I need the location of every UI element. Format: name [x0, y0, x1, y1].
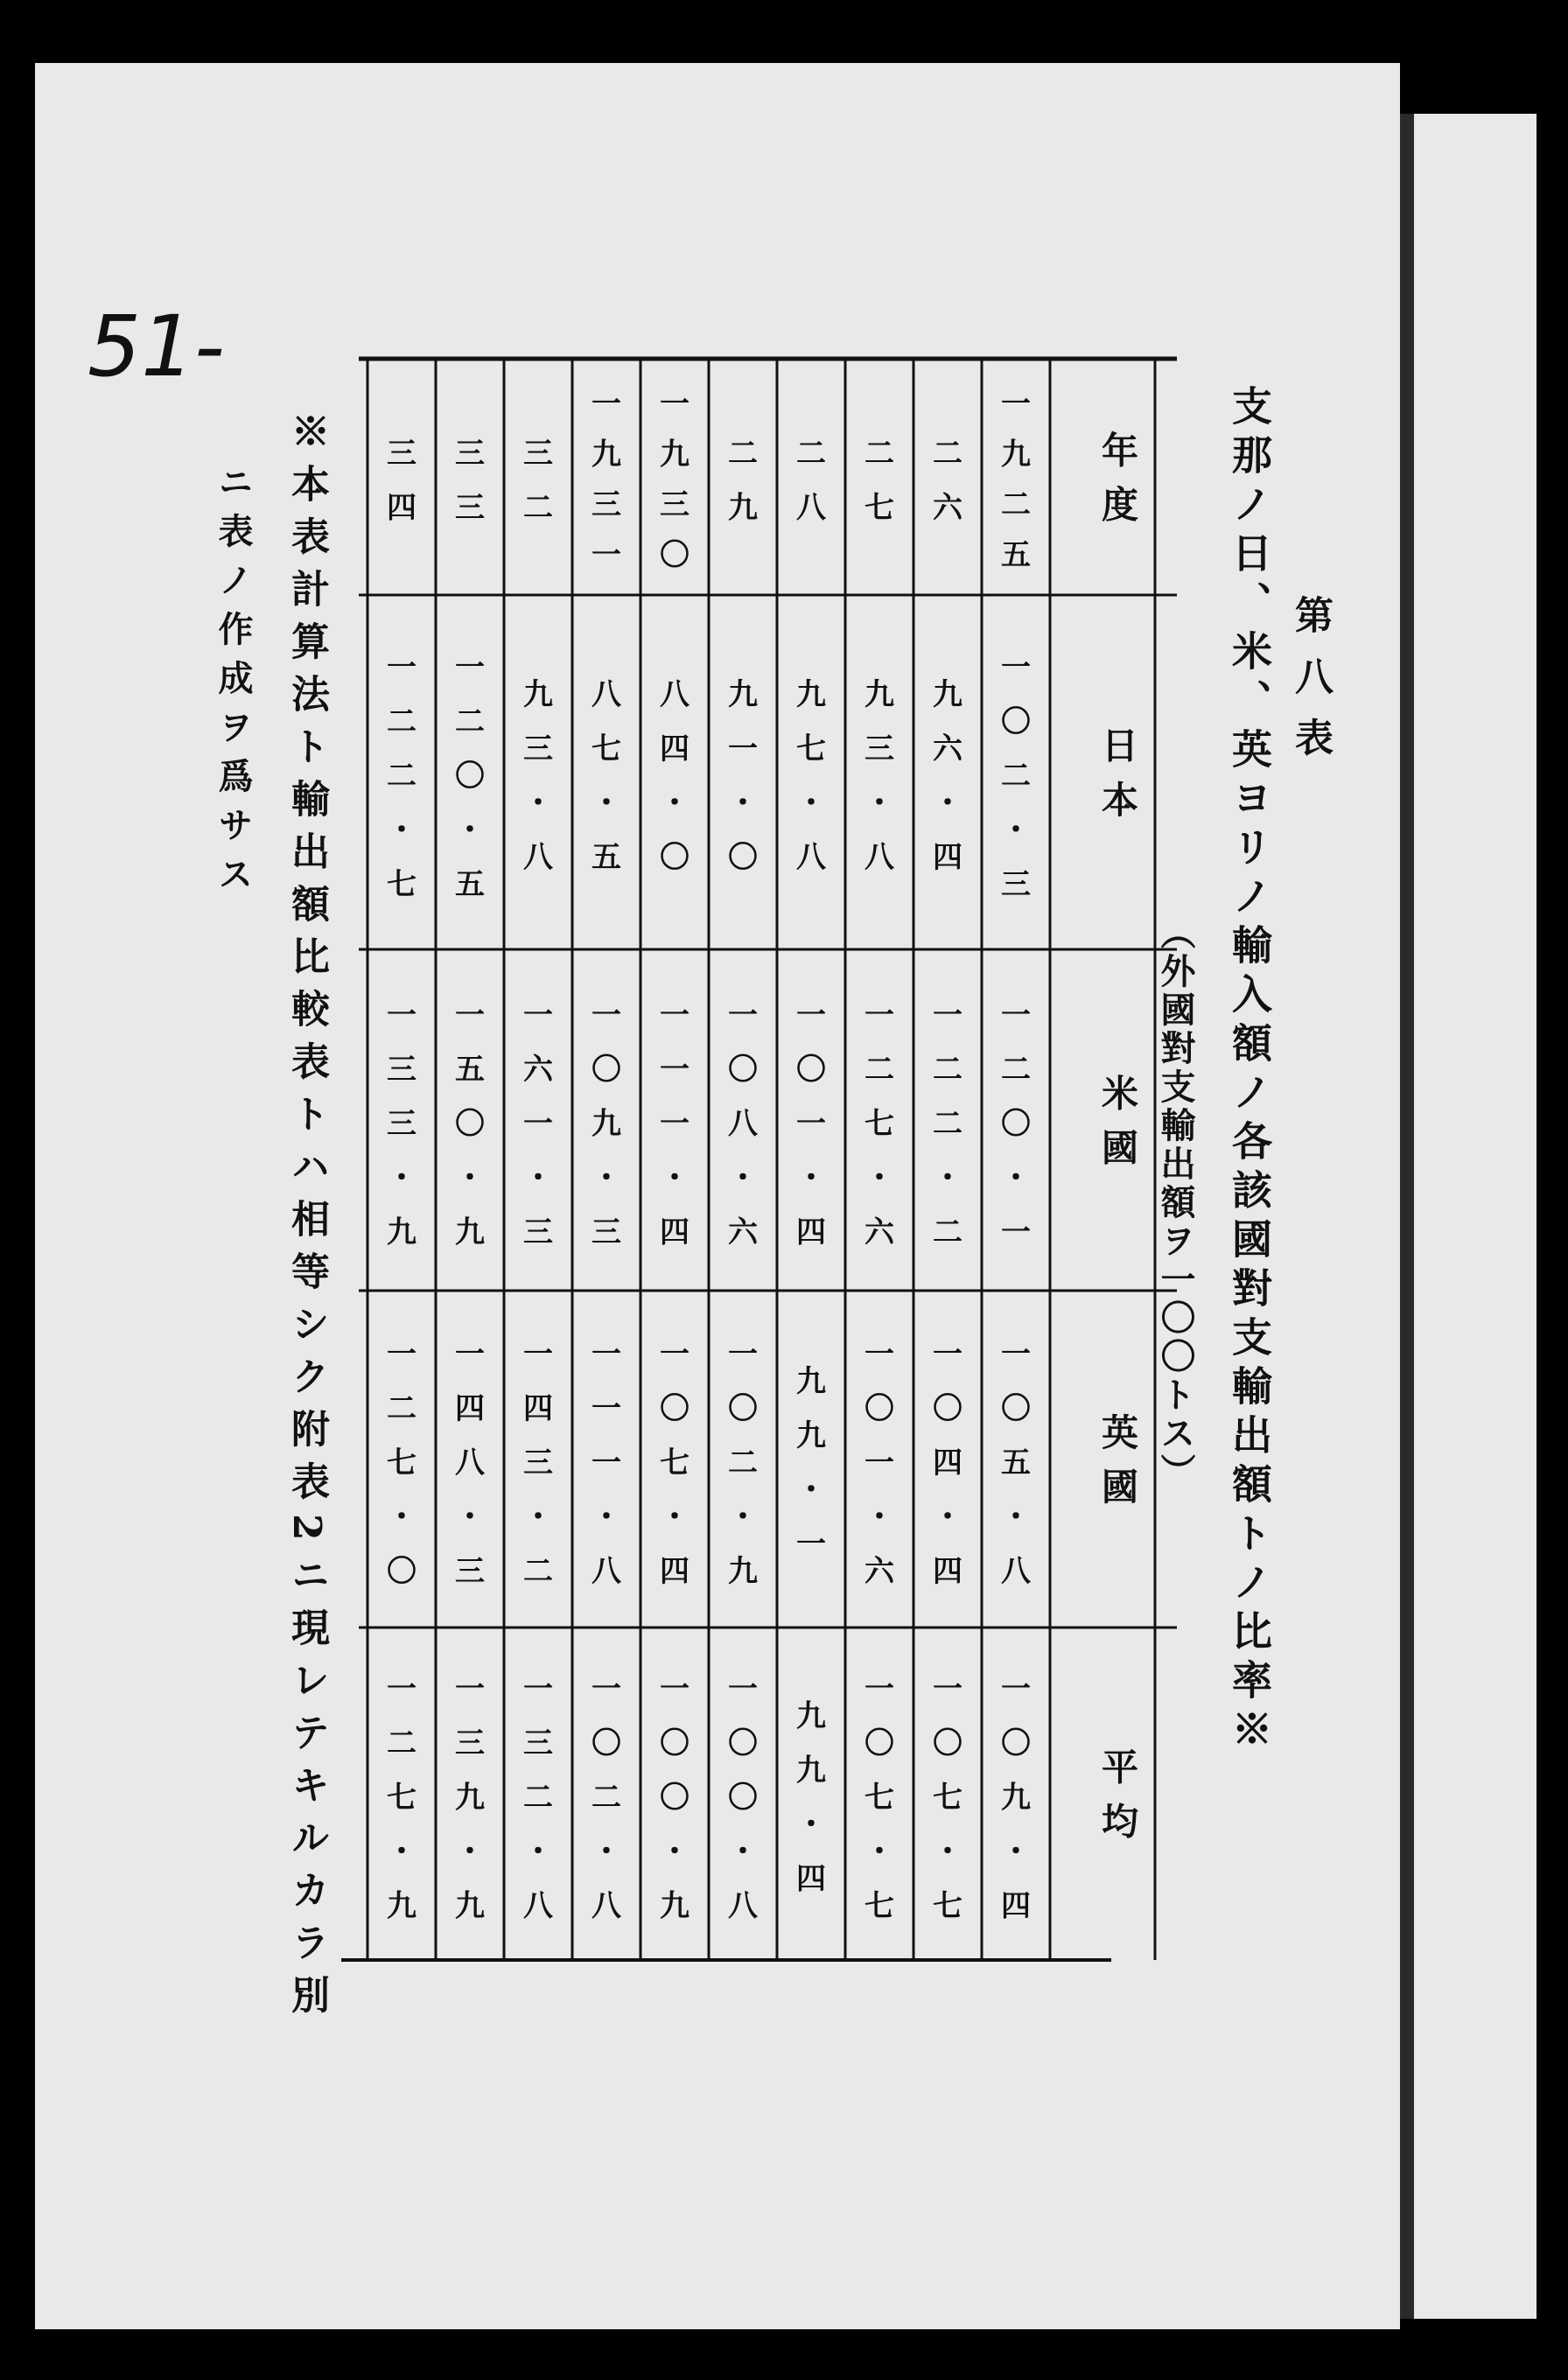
value-cell: 一六一・三 — [523, 998, 553, 1250]
year-cell: 二六 — [933, 436, 962, 526]
value-cell: 一〇八・六 — [728, 998, 758, 1250]
column-header: 年度 — [1101, 429, 1139, 527]
value-cell: 一〇九・四 — [1001, 1671, 1031, 1924]
footnote-line-2: ニ表ノ作成ヲ爲サス — [213, 464, 254, 905]
column-header: 英國 — [1101, 1411, 1139, 1508]
column-header: 平均 — [1101, 1746, 1139, 1844]
value-cell: 一〇二・三 — [1001, 650, 1031, 902]
value-cell: 一二〇・五 — [455, 650, 485, 902]
value-cell: 一四八・三 — [455, 1337, 485, 1589]
value-cell: 一〇七・七 — [864, 1671, 894, 1924]
year-cell: 三三 — [455, 436, 485, 526]
value-cell: 八四・〇 — [660, 677, 690, 875]
year-cell: 三二 — [523, 436, 553, 526]
value-cell: 一〇二・八 — [592, 1671, 621, 1924]
year-cell: 二九 — [728, 436, 758, 526]
value-cell: 一二七・九 — [387, 1671, 416, 1924]
value-cell: 一二二・二 — [933, 998, 962, 1250]
value-cell: 一三二・八 — [523, 1671, 553, 1924]
table-cells — [387, 387, 1138, 1923]
value-cell: 一一一・四 — [660, 998, 690, 1250]
year-cell: 二八 — [796, 436, 826, 526]
year-cell: 一九三〇 — [660, 387, 690, 573]
value-cell: 一一一・八 — [592, 1337, 621, 1589]
value-cell: 一〇四・四 — [933, 1337, 962, 1589]
value-cell: 九九・四 — [796, 1698, 826, 1897]
value-cell: 九三・八 — [864, 677, 894, 875]
page-number: 51- — [88, 298, 225, 396]
value-cell: 一〇五・八 — [1001, 1337, 1031, 1589]
footnote-line-1: ※本表計算法ト輸出額比較表トハ相等シク附表2ニ現レテキルカラ別 — [284, 411, 329, 2027]
value-cell: 一〇〇・八 — [728, 1671, 758, 1924]
value-cell: 一〇一・四 — [796, 998, 826, 1250]
year-cell: 一九二五 — [1001, 387, 1031, 573]
value-cell: 一〇七・四 — [660, 1337, 690, 1589]
value-cell: 一四三・二 — [523, 1337, 553, 1589]
year-cell: 一九三一 — [592, 387, 621, 573]
table-subtitle: （外國對支輸出額ヲ一〇〇トス） — [1155, 914, 1196, 1492]
value-cell: 一五〇・九 — [455, 998, 485, 1250]
year-cell: 三四 — [387, 436, 416, 526]
value-cell: 一二二・七 — [387, 650, 416, 902]
value-cell: 九九・一 — [796, 1364, 826, 1562]
value-cell: 一〇九・三 — [592, 998, 621, 1250]
table-title: 支那ノ日、米、英ヨリノ輸入額ノ各該國對支輸出額トノ比率※ — [1226, 385, 1273, 1757]
value-cell: 一三九・九 — [455, 1671, 485, 1924]
value-cell: 一〇二・九 — [728, 1337, 758, 1589]
value-cell: 九七・八 — [796, 677, 826, 875]
year-cell: 二七 — [864, 436, 894, 526]
value-cell: 八七・五 — [592, 677, 621, 875]
value-cell: 九一・〇 — [728, 677, 758, 875]
value-cell: 一〇〇・九 — [660, 1671, 690, 1924]
value-cell: 九六・四 — [933, 677, 962, 875]
value-cell: 一三三・九 — [387, 998, 416, 1250]
table-number: 第八表 — [1288, 595, 1333, 779]
column-header: 米國 — [1101, 1072, 1139, 1170]
value-cell: 一二七・〇 — [387, 1337, 416, 1589]
value-cell: 一〇一・六 — [864, 1337, 894, 1589]
value-cell: 一〇七・七 — [933, 1671, 962, 1924]
column-header: 日本 — [1101, 724, 1139, 822]
value-cell: 一二七・六 — [864, 998, 894, 1250]
value-cell: 一二〇・一 — [1001, 998, 1031, 1250]
value-cell: 九三・八 — [523, 677, 553, 875]
table-rules — [341, 359, 1177, 1960]
